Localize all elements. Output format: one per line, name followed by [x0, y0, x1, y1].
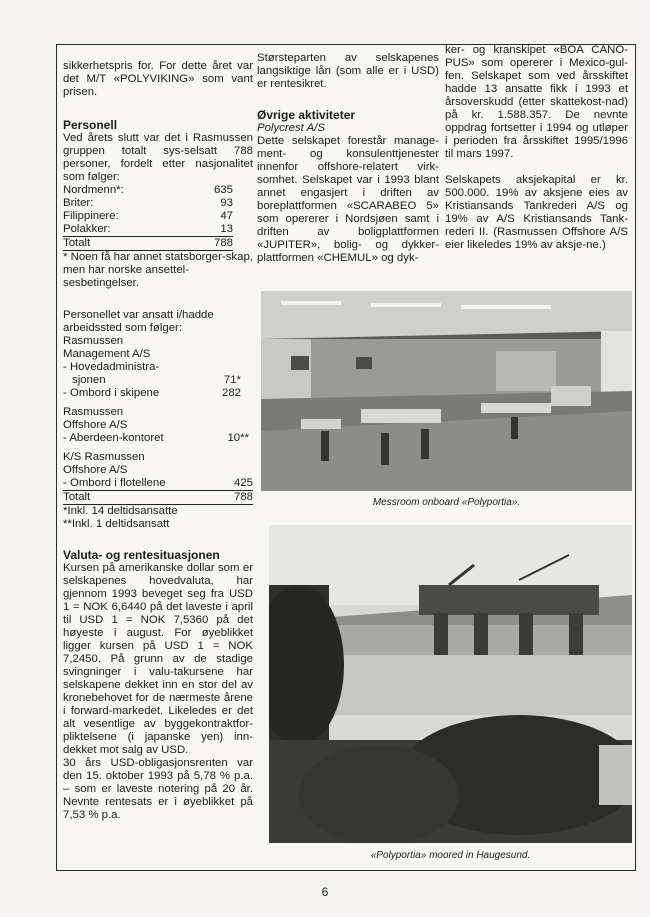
total-label: Totalt [63, 491, 91, 503]
employment-intro: Personellet var ansatt i/hadde arbeidssted som følger: [63, 309, 214, 334]
employment-row [63, 432, 249, 445]
employment-row [63, 477, 253, 491]
haugesund-photo [269, 525, 632, 843]
employment-row [63, 374, 241, 387]
nationality-row [63, 197, 233, 210]
item-label: - Hovedadministra- [63, 361, 160, 373]
messroom-caption: Messroom onboard «Polyportia». [372, 497, 521, 508]
polycrest-body: ker- og kranskipet «BOA CANO-PUS» som opererer i Mexico-gul-fen. Selskapet som ved årsskiftet hadde 13 ansatte fikk i 1993 et årsoverskudd (etter skattekost-nad) på kr. 1.588.357. De nevnte oppdrag fortsetter i 1994 og utløper i perioden fra årsskiftet 1995/1996 til mars 1997. [445, 44, 628, 160]
haugesund-photo-image [269, 525, 632, 843]
column-left [63, 60, 253, 822]
valuta-body: Kursen på amerikanske dollar som er selskapenes hovedvaluta, har gjennom 1993 beveget seg fra USD 1 = NOK 6,6440 på det laveste i april til USD 1 = NOK 7,5360 på det høyeste i august. For øyeblikket ligger kursen på USD 1 = NOK 7,2450. På grunn av de stadige svingninger i valu-takursene har selskapene dekket inn en stor del av kronebehovet for de nærmeste årene i forward-markedet. Likeledes er det alt vesentlige av byggekontraktfor-pliktelsene (i japanske yen) inn-dekket mot salg av USD. [63, 562, 253, 756]
valuta-heading: Valuta- og rentesituasjonen [63, 548, 220, 562]
row-label: Polakker: [63, 223, 111, 235]
intro-text: Størsteparten av selskapenes langsiktige lån (som alle er i USD) er rentesikret. [257, 52, 439, 90]
row-value: 13 [220, 223, 233, 235]
messroom-photo-image [261, 291, 632, 491]
personell-heading: Personell [63, 118, 118, 132]
group-name: Rasmussen [63, 335, 124, 347]
ovrige-heading: Øvrige aktiviteter [257, 108, 356, 122]
row-label: Briter: [63, 197, 94, 209]
messroom-photo [261, 291, 632, 491]
nationality-table [63, 184, 233, 251]
haugesund-caption: «Polyportia» moored in Haugesund. [370, 850, 531, 861]
ovrige-subheading: Polycrest A/S [257, 122, 325, 134]
item-value: 425 [233, 477, 253, 489]
group-name: Management A/S [63, 348, 151, 360]
nationality-footnote: * Noen få har annet statsborger-skap, men har norske ansettel-sesbetingelser. [63, 251, 253, 289]
page-number: 6 [321, 885, 329, 899]
nationality-row [63, 223, 233, 237]
item-value: 10** [227, 432, 249, 444]
item-label: - Ombord i flotellene [63, 477, 166, 489]
column-middle [257, 52, 439, 265]
total-label: Totalt [63, 237, 91, 249]
row-label: Filippinere: [63, 210, 119, 222]
total-value: 788 [233, 491, 253, 503]
group-name: K/S Rasmussen [63, 451, 145, 463]
row-label: Nordmenn*: [63, 184, 124, 196]
group-name: Rasmussen [63, 406, 124, 418]
footnote: *Inkl. 14 deltidsansatte [63, 505, 178, 517]
row-value: 93 [220, 197, 233, 209]
row-value: 47 [220, 210, 233, 222]
nationality-row [63, 184, 233, 197]
item-label: sjonen [72, 374, 106, 386]
employment-row [63, 387, 241, 400]
group-name: Offshore A/S [63, 419, 128, 431]
personell-body: Ved årets slutt var det i Rasmussen gruppen totalt sys-selsatt 788 personer, fordelt etter nasjonalitet som følger: [63, 132, 253, 183]
footnote: **Inkl. 1 deltidsansatt [63, 518, 170, 530]
employment-table [63, 335, 253, 531]
nationality-total [63, 237, 233, 251]
group-name: Offshore A/S [63, 464, 128, 476]
column-right [445, 44, 628, 252]
row-value: 635 [213, 184, 233, 196]
ovrige-body: Dette selskapet forestår manage-ment- og konsulenttjenester innenfor offshore-relatert virk-somhet. Selskapet var i 1993 blant annet engasjert i driften av boreplattformen «SCARABEO 5» som opererer i Nordsjøen samt i driften av boligplattformen «JUPITER», bolig- og dykker-plattformen «CHEMUL» og dyk- [257, 135, 439, 264]
employment-total [63, 491, 253, 505]
aksjekapital-body: Selskapets aksjekapital er kr. 500.000. 19% av aksjene eies av Kristiansands Tankrederi A/S og 19% av A/S Kristiansands Tank-rederi II. (Rasmussen Offshore A/S eier likeledes 19% av aksje-ne.) [445, 174, 628, 251]
intro-text: sikkerhetspris for. For dette året var det M/T «POLYVIKING» som vant prisen. [63, 60, 253, 98]
item-label: - Aberdeen-kontoret [63, 432, 164, 444]
item-label: - Ombord i skipene [63, 387, 160, 399]
valuta-body-2: 30 års USD-obligasjonsrenten var den 15. oktober 1993 på 5,78 % p.a. – som er laveste notering på 20 år. Nevnte rentesats er i øyeblikket på 7,53 % p.a. [63, 757, 253, 821]
nationality-row [63, 210, 233, 223]
item-value: 282 [221, 387, 241, 399]
total-value: 788 [213, 237, 233, 249]
item-value: 71* [223, 374, 241, 386]
